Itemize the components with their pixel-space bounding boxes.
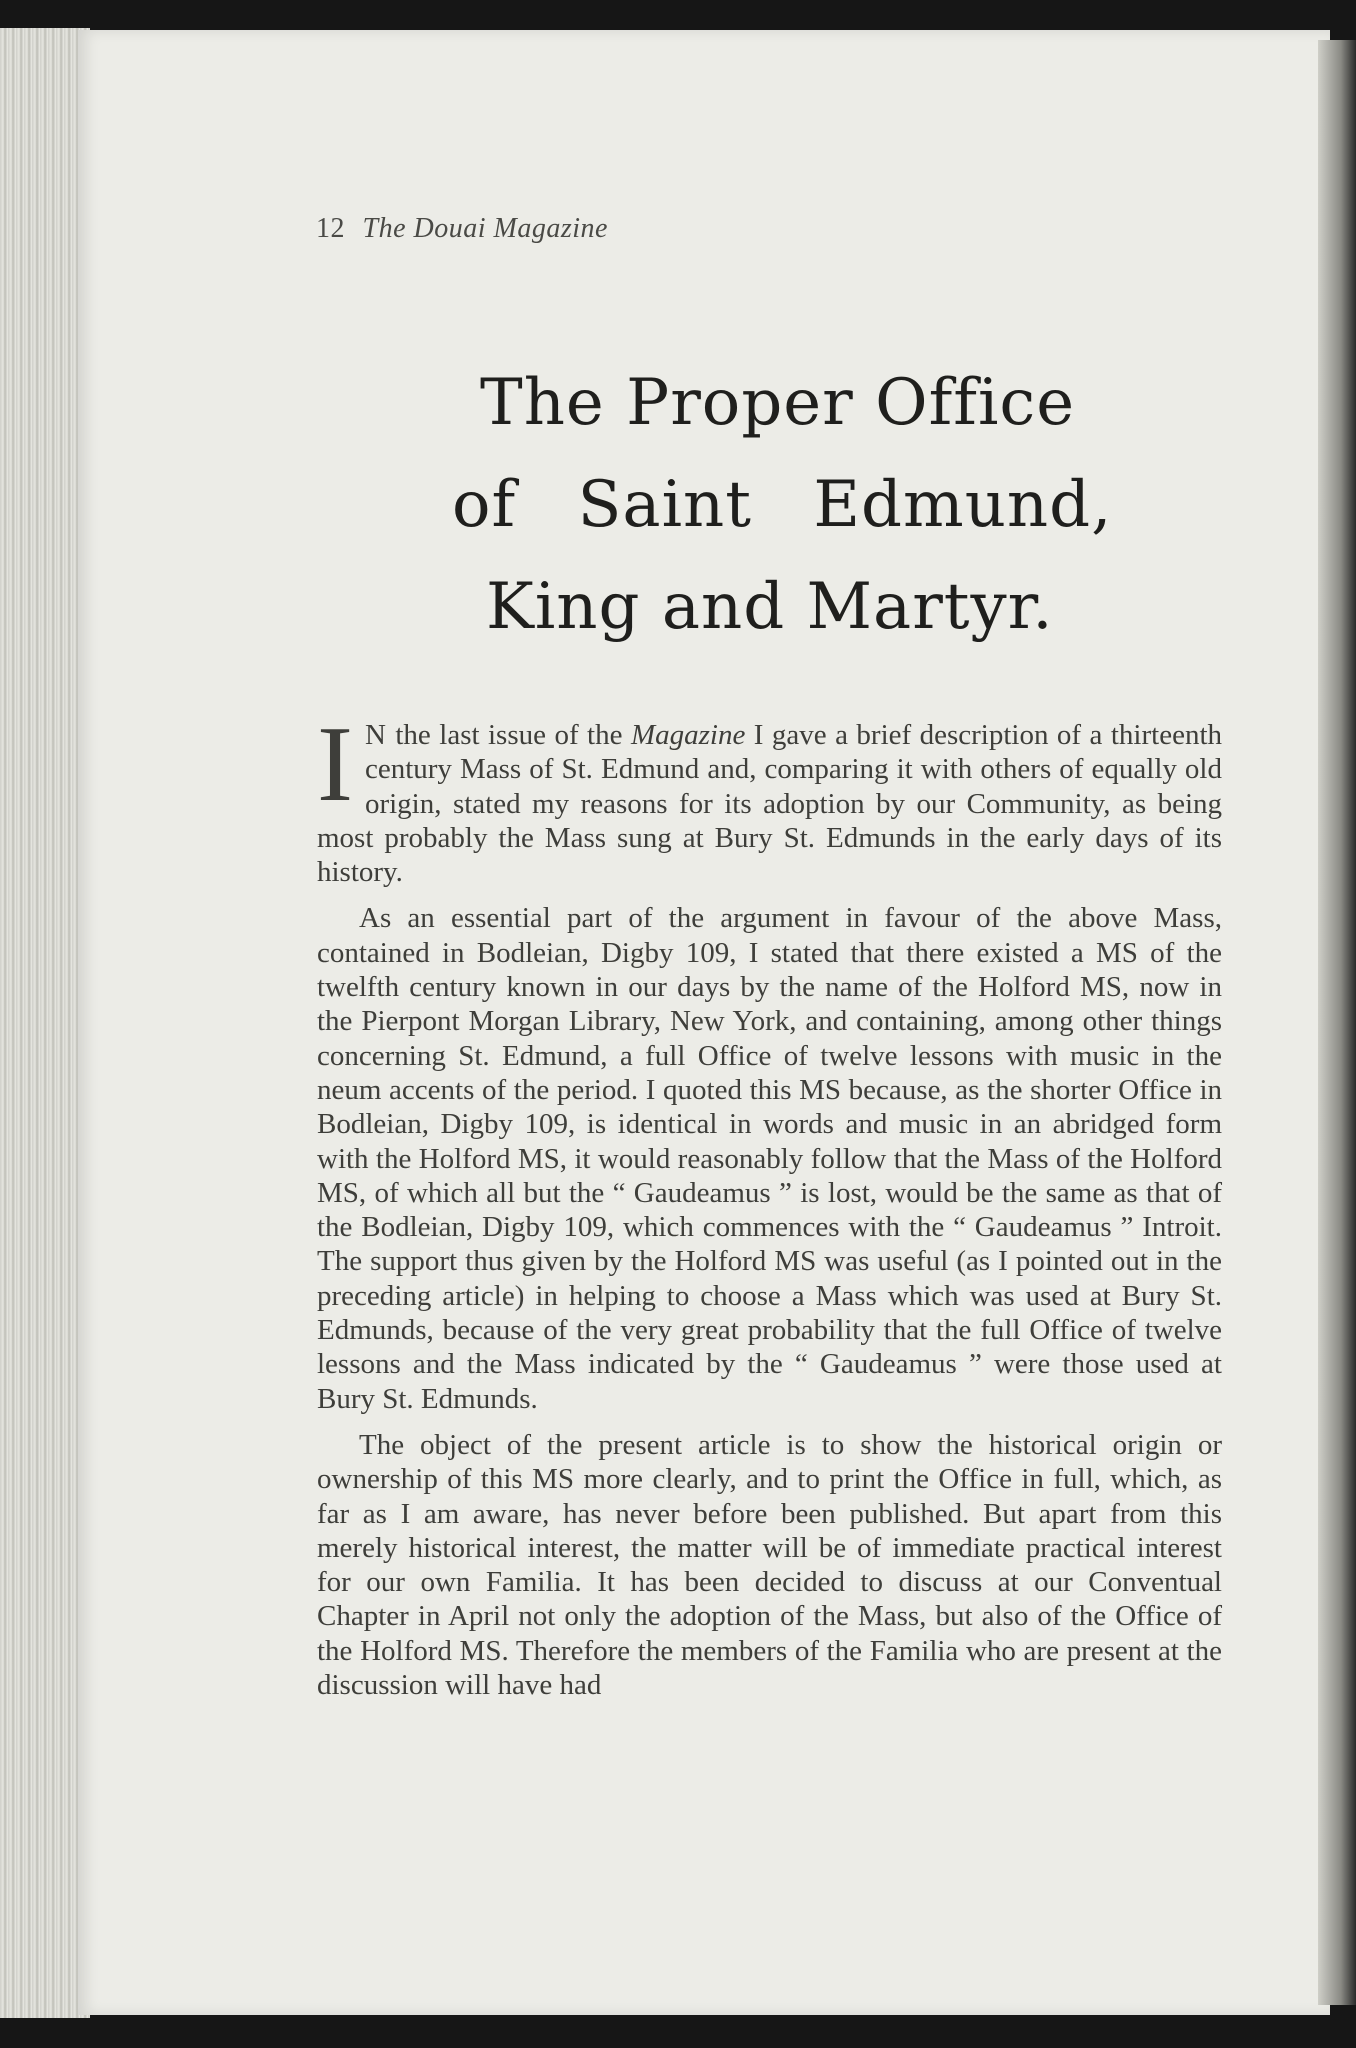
title-line-2: of Saint Edmund, [452, 468, 1113, 542]
running-title: The Douai Magazine [362, 213, 608, 244]
drop-cap: I [317, 705, 353, 824]
paragraph-3: The object of the present article is to show the historical origin or ownership of this MS more clearly, and to print the Office in full, which, as far as I am aware, has never before been published. But apart from this merely historical interest, the matter will be of immediate practical interest for our own Familia. It has been decided to discuss at our Conventual Chapter in April not only the adoption of the Mass, but also of the Office of the Holford MS. Therefore the members of the Familia who are present at the discussion will have had [317, 1428, 1222, 1702]
article-title [440, 352, 1140, 658]
title-line-3: King and Martyr. [486, 570, 1054, 644]
title-line-1: The Proper Office [480, 366, 1076, 440]
running-header [316, 213, 608, 245]
paragraph-1-text-b: I gave a brief description of a thirteenth century Mass of St. Edmund and, comparing it with others of equally old origin, stated my reasons for its adoption by our Community, as being most probably the Mass sung at Bury St. Edmunds in the early days of its history. [317, 719, 1223, 889]
paragraph-1-text-a: the last issue of the [386, 719, 631, 751]
small-caps-letter: N [364, 719, 387, 751]
paragraph-2: As an essential part of the argument in favour of the above Mass, contained in Bodleian, Digby 109, I stated that there existed a MS of the twelfth century known in our days by the name of the Holford MS, now in the Pierpont Morgan Library, New York, and containing, among other things concerning St. Edmund, a full Office of twelve lessons with music in the neum accents of the period. I quoted this MS because, as the shorter Office in Bodleian, Digby 109, is identical in words and music in an abridged form with the Holford MS, it would reasonably follow that the Mass of the Holford MS, of which all but the “ Gaudeamus ” is lost, would be the same as that of the Bodleian, Digby 109, which commences with the “ Gaudeamus ” Introit. The support thus given by the Holford MS was useful (as I pointed out in the preceding article) in helping to choose a Mass which was used at Bury St. Edmunds, because of the very great probability that the full Office of twelve lessons and the Mass indicated by the “ Gaudeamus ” were those used at Bury St. Edmunds. [317, 902, 1222, 1415]
paragraph-1 [317, 705, 1223, 889]
page-gutter-shadow [1318, 40, 1356, 2005]
page-number: 12 [316, 213, 345, 244]
article-body [317, 705, 1223, 1714]
magazine-italic: Magazine [630, 719, 746, 751]
page-stack-edges [0, 28, 90, 2018]
